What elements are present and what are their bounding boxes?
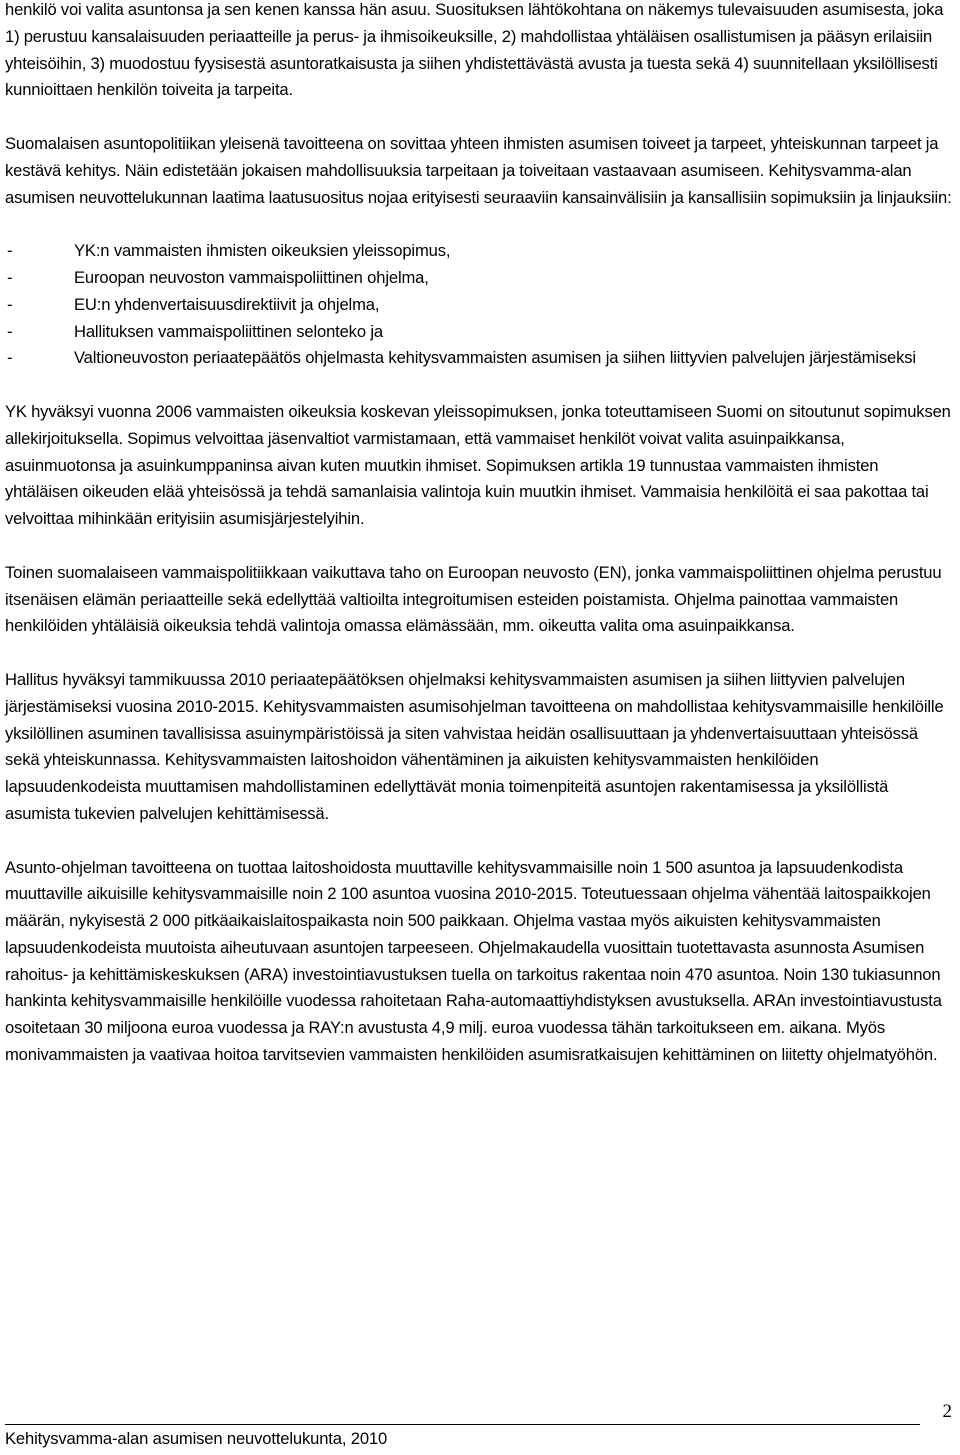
list-item-text: Hallituksen vammaispoliittinen selonteko ja bbox=[74, 321, 383, 341]
list-item-text: Euroopan neuvoston vammaispoliittinen ohjelma, bbox=[74, 267, 429, 287]
document-body bbox=[5, 0, 955, 1069]
paragraph-gap bbox=[5, 104, 955, 131]
list-item bbox=[5, 345, 955, 372]
paragraph-un-convention: YK hyväksyi vuonna 2006 vammaisten oikeuksia koskevan yleissopimuksen, jonka toteuttamiseen Suomi on sitoutunut sopimuksen allekirjoituksella. Sopimus velvoittaa jäsenvaltiot varmistamaan, että vammaiset henkilöt voivat valita asuinpaikkansa, asuinmuotonsa ja asuinkumppaninsa aivan kuten muutkin ihmiset. Sopimuksen artikla 19 tunnustaa vammaisten ihmisten yhtäläisen oikeuden elää yhteisössä ja tehdä samanlaisia valintoja kuin muutkin ihmiset. Vammaisia henkilöitä ei saa pakottaa tai velvoittaa mihinkään erityisiin asumisjärjestelyihin. bbox=[5, 401, 951, 529]
list-bullet: - bbox=[7, 294, 13, 314]
paragraph-gap bbox=[5, 372, 955, 399]
paragraph-gap bbox=[5, 828, 955, 855]
paragraph-recommendation-basis: henkilö voi valita asuntonsa ja sen kenen kanssa hän asuu. Suosituksen lähtökohtana on näkemys tulevaisuuden asumisesta, joka 1) perustuu kansalaisuuden periaatteille ja perus- ja ihmisoikeuksille, 2) mahdollistaa yhtäläisen osallistumisen ja pääsyn erilaisiin yhteisöihin, 3) muodostuu fyysisestä asuntoratkaisusta ja siihen yhdistettävästä avusta ja tuesta sekä 4) suunnitellaan yksilöllisesti kunnioittaen henkilön toiveita ja tarpeita. bbox=[5, 0, 944, 100]
list-item-text: EU:n yhdenvertaisuusdirektiivit ja ohjelma, bbox=[74, 294, 380, 314]
list-item bbox=[5, 319, 955, 346]
list-item bbox=[5, 265, 955, 292]
list-bullet: - bbox=[7, 348, 13, 368]
paragraph-council-of-europe: Toinen suomalaiseen vammaispolitiikkaan vaikuttava taho on Euroopan neuvosto (EN), jonka vammaispoliittinen ohjelma perustuu itsenäisen elämän periaatteille sekä edellyttää valtioilta integroitumisen esteiden poistamista. Ohjelma painottaa vammaisten henkilöiden yhtäläisiä oikeuksia tehdä valintoja omassa elämässään, mm. oikeutta valita oma asuinpaikkansa. bbox=[5, 562, 942, 636]
list-item bbox=[5, 238, 955, 265]
list-bullet: - bbox=[7, 241, 13, 261]
paragraph-government-decision: Hallitus hyväksyi tammikuussa 2010 periaatepäätöksen ohjelmaksi kehitysvammaisten asumisen ja siihen liittyvien palvelujen järjestämiseksi vuosina 2010-2015. Kehitysvammaisten asumisohjelman tavoitteena on mahdollistaa kehitysvammaisille henkilöille yksilöllinen asuminen tavallisissa asuinympäristöissä ja siten vahvistaa heidän osallisuuttaan ja yhdenvertaisuuttaan yhteisössä sekä yhteiskunnassa. Kehitysvammaisten laitoshoidon vähentäminen ja aikuisten kehitysvammaisten henkilöiden lapsuudenkodeista muuttamisen mahdollistaminen edellyttävät monia toimenpiteitä asuntojen rakentamisessa ja yksilöllistä asumista tukevien palvelujen kehittämisessä. bbox=[5, 669, 944, 823]
agreements-list bbox=[5, 238, 955, 372]
page-number: 2 bbox=[942, 1401, 952, 1422]
list-item-text: YK:n vammaisten ihmisten oikeuksien yleissopimus, bbox=[74, 241, 451, 261]
paragraph-housing-policy: Suomalaisen asuntopolitiikan yleisenä tavoitteena on sovittaa yhteen ihmisten asumisen toiveet ja tarpeet, yhteiskunnan tarpeet ja kestävä kehitys. Näin edistetään jokaisen mahdollisuuksia tarpeitaan ja toiveitaan vastaavaan asumiseen. Kehitysvamma-alan asumisen neuvottelukunnan laatima laatusuositus nojaa erityisesti seuraaviin kansainvälisiin ja kansallisiin sopimuksiin ja linjauksiin: bbox=[5, 133, 952, 207]
list-item bbox=[5, 292, 955, 319]
footer-divider bbox=[5, 1424, 920, 1425]
paragraph-gap bbox=[5, 533, 955, 560]
list-item-text: Valtioneuvoston periaatepäätös ohjelmasta kehitysvammaisten asumisen ja siihen liittyvien palvelujen järjestämiseksi bbox=[74, 348, 916, 368]
paragraph-gap bbox=[5, 211, 955, 238]
paragraph-gap bbox=[5, 640, 955, 667]
list-bullet: - bbox=[7, 267, 13, 287]
footer-text: Kehitysvamma-alan asumisen neuvottelukunta, 2010 bbox=[5, 1429, 388, 1448]
list-bullet: - bbox=[7, 321, 13, 341]
paragraph-housing-programme: Asunto-ohjelman tavoitteena on tuottaa laitoshoidosta muuttaville kehitysvammaisille noin 1 500 asuntoa ja lapsuudenkodista muuttaville aikuisille kehitysvammaisille noin 2 100 asuntoa vuosina 2010-2015. Toteutuessaan ohjelma vähentää laitospaikkojen määrän, nykyisestä 2 000 pitkäaikaislaitospaikasta noin 500 paikkaan. Ohjelma vastaa myös aikuisten kehitysvammaisten lapsuudenkodeista muutoista aiheutuvaan asuntojen tarpeeseen. Ohjelmakaudella vuosittain tuotettavasta asunnosta Asumisen rahoitus- ja kehittämiskeskuksen (ARA) investointiavustuksen tuella on tarkoitus rakentaa noin 470 asuntoa. Noin 130 tukiasunnon hankinta kehitysvammaisille henkilöille vuodessa rahoitetaan Raha-automaattiyhdistyksen avustuksella. ARAn investointiavustusta osoitetaan 30 miljoona euroa vuodessa ja RAY:n avustusta 4,9 milj. euroa vuodessa tähän tarkoitukseen em. aikana. Myös monivammaisten ja vaativaa hoitoa tarvitsevien vammaisten henkilöiden asumisratkaisujen kehittäminen on liitetty ohjelmatyöhön. bbox=[5, 857, 942, 1065]
